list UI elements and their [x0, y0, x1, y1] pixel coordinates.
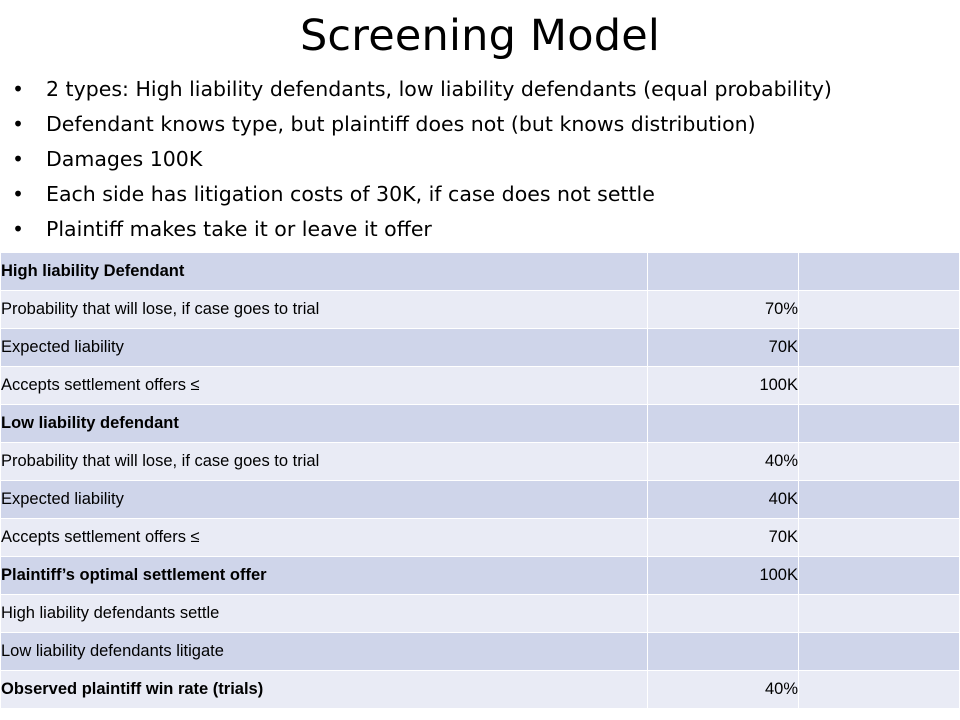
bullet-dot-icon: •: [12, 182, 24, 206]
bullet-text: 2 types: High liability defendants, low liability defendants (equal probability): [46, 77, 832, 101]
table-cell-value: 40%: [648, 443, 799, 481]
bullet-text: Plaintiff makes take it or leave it offer: [46, 217, 432, 241]
table-cell-extra: [799, 253, 960, 291]
table-cell-label: High liability defendants settle: [1, 595, 648, 633]
table-cell-extra: [799, 291, 960, 329]
table-cell-value: 70K: [648, 519, 799, 557]
bullet-dot-icon: •: [12, 217, 24, 241]
table-row: [1, 519, 960, 557]
table-row: [1, 291, 960, 329]
table-cell-value: 40%: [648, 671, 799, 709]
table-cell-value: 70%: [648, 291, 799, 329]
bullet-dot-icon: •: [12, 112, 24, 136]
bullet-text: Each side has litigation costs of 30K, if case does not settle: [46, 182, 655, 206]
table-cell-label: Expected liability: [1, 329, 648, 367]
table-cell-extra: [799, 367, 960, 405]
table-row: [1, 405, 960, 443]
section-header-optimal-offer: Plaintiff’s optimal settlement offer: [1, 557, 648, 595]
bullet-item: [8, 107, 960, 142]
table-cell-extra: [799, 481, 960, 519]
table-cell-extra: [799, 557, 960, 595]
table-cell-label: Probability that will lose, if case goes to trial: [1, 443, 648, 481]
table-cell-extra: [799, 329, 960, 367]
section-header-low-liability: Low liability defendant: [1, 405, 648, 443]
table-cell-value: 70K: [648, 329, 799, 367]
table-cell-label: Accepts settlement offers ≤: [1, 519, 648, 557]
table-cell-label: Low liability defendants litigate: [1, 633, 648, 671]
table-cell-label: Expected liability: [1, 481, 648, 519]
screening-table: [0, 252, 960, 709]
table-cell-extra: [799, 443, 960, 481]
table-cell-value: [648, 595, 799, 633]
slide-title: Screening Model: [299, 11, 661, 61]
table-cell-value: 100K: [648, 557, 799, 595]
table-cell-value: 40K: [648, 481, 799, 519]
bullet-text: Defendant knows type, but plaintiff does not (but knows distribution): [46, 112, 756, 136]
table-cell-value: [648, 405, 799, 443]
table-row: [1, 367, 960, 405]
section-header-win-rate: Observed plaintiff win rate (trials): [1, 671, 648, 709]
table-row: [1, 595, 960, 633]
bullet-list: [8, 72, 960, 247]
table-cell-extra: [799, 671, 960, 709]
table-row: [1, 633, 960, 671]
bullet-dot-icon: •: [12, 77, 24, 101]
bullet-text: Damages 100K: [46, 147, 203, 171]
table-cell-extra: [799, 595, 960, 633]
bullet-item: [8, 142, 960, 177]
table-row: [1, 481, 960, 519]
table-row: [1, 253, 960, 291]
bullet-item: [8, 177, 960, 212]
bullet-dot-icon: •: [12, 147, 24, 171]
table-cell-label: Probability that will lose, if case goes to trial: [1, 291, 648, 329]
table-cell-value: [648, 633, 799, 671]
table-cell-extra: [799, 633, 960, 671]
table-row: [1, 329, 960, 367]
table-cell-extra: [799, 519, 960, 557]
table-row: [1, 443, 960, 481]
table-cell-label: Accepts settlement offers ≤: [1, 367, 648, 405]
bullet-item: [8, 72, 960, 107]
bullet-item: [8, 212, 960, 247]
section-header-high-liability: High liability Defendant: [1, 253, 648, 291]
table-row: [1, 671, 960, 709]
table-cell-value: [648, 253, 799, 291]
table-row: [1, 557, 960, 595]
table-cell-value: 100K: [648, 367, 799, 405]
table-cell-extra: [799, 405, 960, 443]
